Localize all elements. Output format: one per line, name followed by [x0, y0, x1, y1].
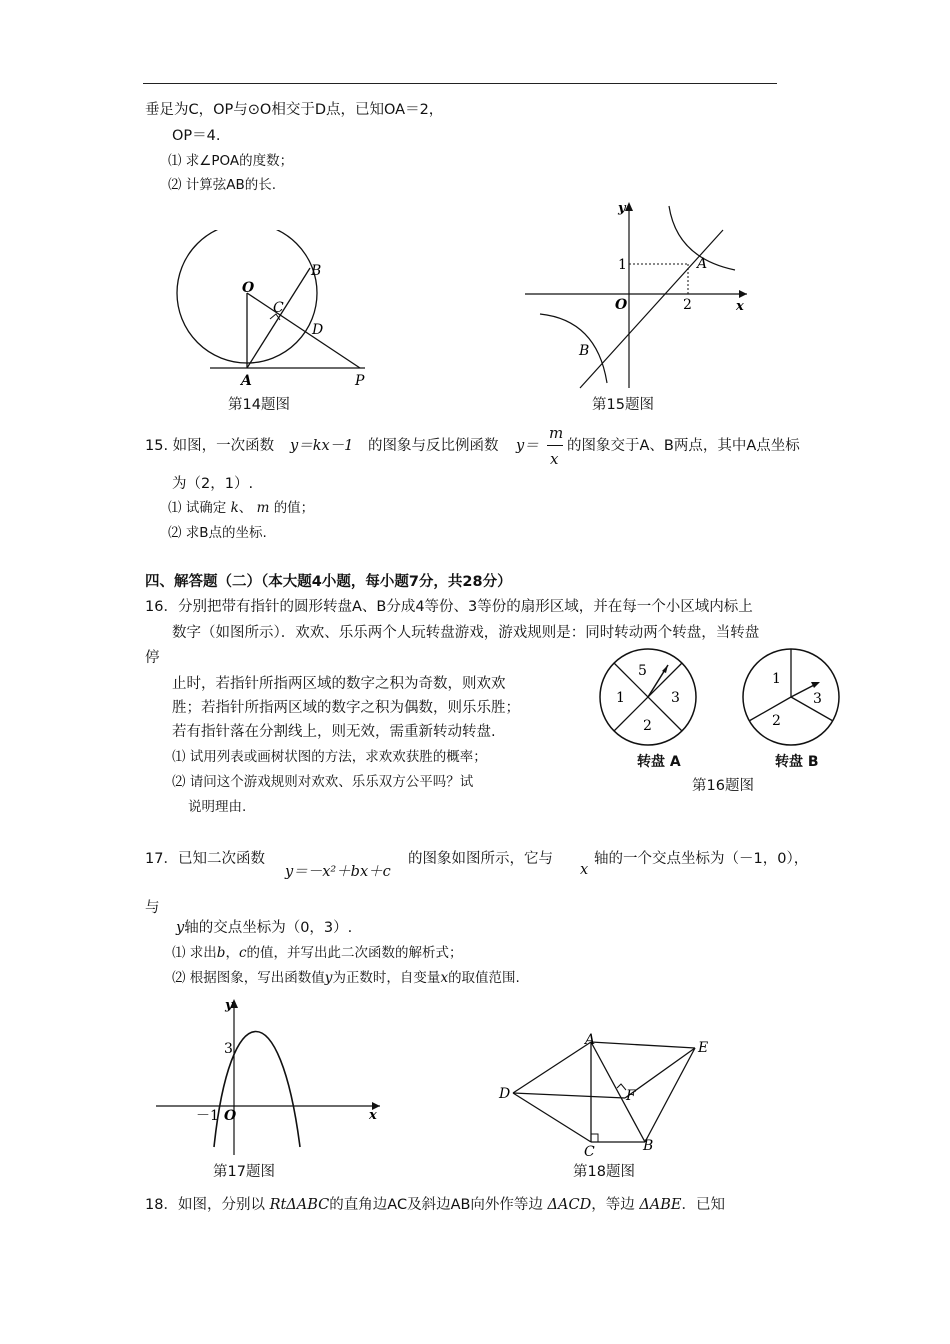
q18-prefix: 18．如图，分别以 [145, 1197, 265, 1213]
fig16-label-a: 转盘 A [637, 754, 681, 770]
q17-sub1-c: c [238, 945, 247, 961]
fig14-label-O: O [242, 280, 255, 296]
spinner-a [600, 649, 696, 745]
q17-line3-text: 轴的交点坐标为（0，3）. [184, 920, 353, 936]
q17-sub1-sep: ， [225, 945, 239, 961]
fig14-label-A: A [241, 373, 252, 389]
q17-line2: 与 [145, 900, 160, 916]
q16-line2: 数字（如图所示）．欢欢、乐乐两个人玩转盘游戏，游戏规则是：同时转动两个转盘，当转盘 [172, 625, 760, 641]
q14-line2: OP＝4. [172, 128, 221, 144]
spinner-a-num-2: 2 [643, 718, 652, 734]
q17-prefix: 17．已知二次函数 [145, 851, 265, 867]
fig14-label-P: P [355, 373, 365, 389]
q15-frac-denominator: x [550, 450, 559, 468]
fig17-label-neg1: －1 [196, 1108, 219, 1124]
fig16-label-b: 转盘 B [775, 754, 819, 770]
q17-sub1-b: b [216, 945, 226, 961]
q16-line5: 胜；若指针所指两区域的数字之积为偶数，则乐乐胜； [172, 700, 520, 716]
fig15-label-B: B [579, 343, 590, 359]
q15-sub2: ⑵ 求B点的坐标. [168, 525, 267, 541]
q16-line1: 16．分别把带有指针的圆形转盘A、B分成4等份、3等份的扇形区域，并在每一个小区域内标上 [145, 599, 753, 615]
q15-prefix: 15. 如图，一次函数 [145, 438, 275, 454]
fig14-label-B: B [311, 263, 322, 279]
q18-tri3: ΔABE [639, 1197, 682, 1213]
q15-sub1 [168, 498, 314, 518]
q18-tri1: RtΔABC [269, 1197, 330, 1213]
q18-middle: 的直角边AC及斜边AB向外作等边 [329, 1197, 543, 1213]
figure-18 [495, 1030, 725, 1160]
q16-sub2b: 说明理由. [188, 799, 247, 815]
q14-line1: 垂足为C，OP与⊙O相交于D点，已知OA＝2， [145, 102, 444, 118]
q17-line3 [176, 918, 352, 938]
fig18-caption: 第18题图 [573, 1164, 635, 1180]
fig17-label-y: y [225, 998, 233, 1013]
fig15-label-x: x [736, 299, 744, 314]
q16-line3: 停 [145, 650, 160, 666]
q15-sub1-sep: 、 [238, 500, 253, 516]
fig14-label-C: C [273, 300, 284, 316]
q18-sep: ，等边 [591, 1197, 635, 1213]
fig15-hyperbola-branch-2 [540, 314, 607, 383]
q17-sub1-end: 的值，并写出此二次函数的解析式； [246, 945, 463, 961]
q18-line [145, 1195, 725, 1215]
q15-frac-numerator: m [549, 424, 564, 442]
q14-sub1: ⑴ 求∠POA的度数； [168, 153, 294, 169]
q18-suffix: ．已知 [681, 1197, 726, 1213]
q17-sub2 [172, 968, 520, 988]
q14-sub2: ⑵ 计算弦AB的长. [168, 177, 277, 193]
q16-sub1: ⑴ 试用列表或画树状图的方法，求欢欢获胜的概率； [172, 749, 487, 765]
fig18-label-C: C [584, 1144, 595, 1160]
fig17-label-O: O [224, 1108, 237, 1124]
fig15-label-2: 2 [683, 297, 692, 313]
fig15-label-y: y [618, 201, 626, 216]
q15-sub1-k: k [230, 500, 239, 516]
section-title: 四、解答题（二）（本大题4小题，每小题7分，共28分） [145, 574, 512, 590]
fig17-label-x: x [369, 1108, 377, 1123]
fig17-caption: 第17题图 [213, 1164, 275, 1180]
figure-17 [150, 995, 390, 1160]
q16-line4: 止时，若指针所指两区域的数字之积为奇数，则欢欢 [172, 676, 506, 692]
q17-sub2-a: ⑵ 根据图象，写出函数值 [172, 970, 325, 986]
q17-formula: y＝－x²＋bx＋c [285, 864, 391, 880]
fig15-label-O: O [615, 297, 628, 313]
fig15-linear-graph [580, 230, 723, 388]
spinner-a-num-5: 5 [638, 663, 647, 679]
q15-sub1-m: m [256, 500, 270, 516]
spinner-b-num-2: 2 [772, 713, 781, 729]
q16-sub2: ⑵ 请问这个游戏规则对欢欢、乐乐双方公平吗？试 [172, 774, 474, 790]
q15-sub1-a: ⑴ 试确定 [168, 500, 227, 516]
fig18-label-D: D [499, 1086, 511, 1102]
spinner-a-num-3: 3 [671, 690, 680, 706]
fig14-line-OP [247, 293, 360, 368]
spinner-a-num-1: 1 [616, 690, 625, 706]
q15-linear-formula: y＝kx－1 [290, 438, 354, 454]
fig18-label-B: B [643, 1138, 654, 1154]
q15-middle: 的图象与反比例函数 [368, 438, 499, 454]
q15-suffix: 的图象交于A、B两点，其中A点坐标 [567, 438, 800, 454]
spinner-b-num-1: 1 [772, 671, 781, 687]
fig15-caption: 第15题图 [592, 397, 654, 413]
spinner-b-num-3: 3 [813, 691, 822, 707]
q15-line2: 为（2，1）. [172, 476, 254, 492]
q17-line3-y: y [176, 920, 185, 936]
fig15-label-A: A [697, 256, 708, 272]
fig14-label-D: D [312, 322, 324, 338]
q15-y-eq: y＝ [516, 438, 539, 454]
q17-sub1-a: ⑴ 求出 [172, 945, 217, 961]
fig18-label-F: F [626, 1088, 636, 1104]
q17-sub2-c: 的取值范围. [448, 970, 520, 986]
fig18-label-A: A [585, 1032, 596, 1048]
q17-xvar: x [580, 862, 589, 878]
fig18-label-E: E [698, 1040, 709, 1056]
fig14-caption: 第14题图 [228, 397, 290, 413]
fig15-label-1: 1 [618, 257, 627, 273]
q17-sub2-b: 为正数时，自变量 [332, 970, 441, 986]
spinner-b [743, 649, 839, 745]
q16-line6: 若有指针落在分割线上，则无效，需重新转动转盘. [172, 724, 496, 740]
q15-sub1-b: 的值； [273, 500, 315, 516]
figure-15 [525, 198, 755, 393]
q18-tri2: ΔACD [547, 1197, 592, 1213]
q17-sub2-x: x [440, 970, 449, 986]
header-rule [143, 83, 777, 84]
q17-sub1 [172, 943, 463, 963]
q15-frac-bar [547, 445, 563, 446]
fig16-caption: 第16题图 [692, 778, 754, 794]
figure-14 [170, 230, 380, 390]
q17-suffix: 轴的一个交点坐标为（－1，0）， [594, 851, 809, 867]
q17-sub2-y: y [324, 970, 333, 986]
q17-middle: 的图象如图所示，它与 [408, 851, 553, 867]
fig17-label-3: 3 [224, 1041, 233, 1057]
